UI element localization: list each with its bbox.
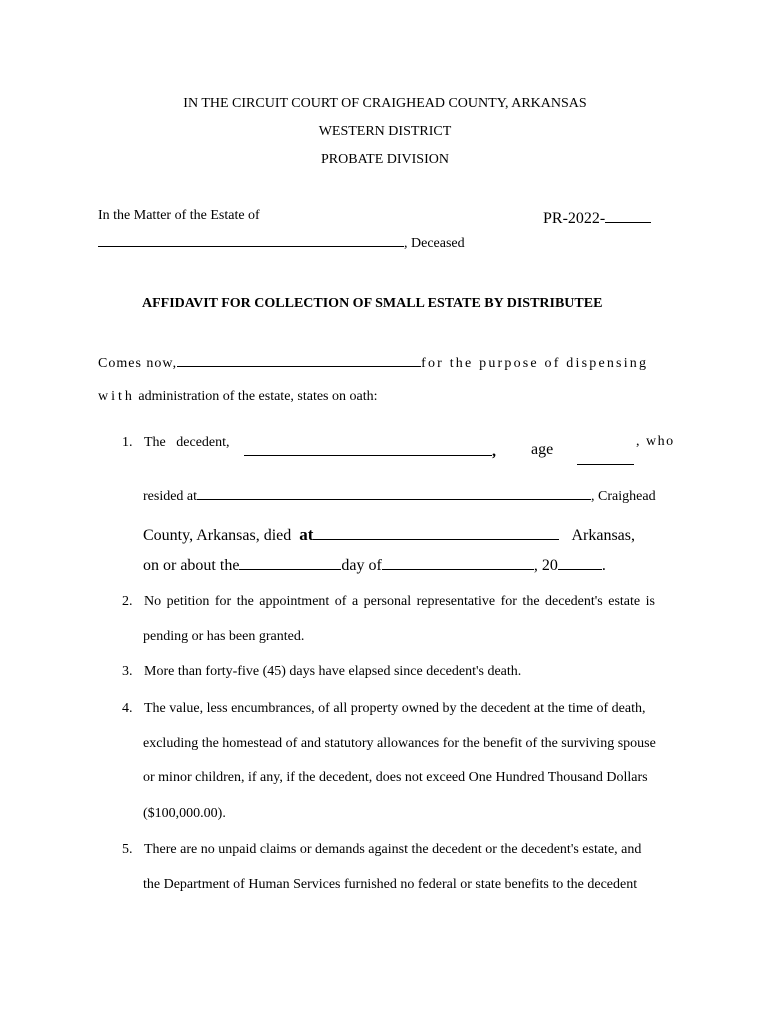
age-label: age xyxy=(531,441,554,458)
resided-label: resided at xyxy=(143,489,198,504)
item-4-line-1 xyxy=(122,701,645,717)
affiant-name-blank[interactable] xyxy=(177,354,421,367)
item-5-line-2: the Department of Human Services furnished no federal or state benefits to the decedent xyxy=(143,877,638,892)
item-1-line-2 xyxy=(143,487,656,505)
item-1-decedent: decedent, xyxy=(176,435,230,450)
arkansas-label: Arkansas, xyxy=(571,527,635,544)
decedent-comma: , xyxy=(492,443,496,460)
item-1-the: The xyxy=(144,435,166,450)
at-label: at xyxy=(299,525,314,544)
intro-line-2 xyxy=(98,389,378,405)
purpose-text: for the purpose of dispensing xyxy=(421,356,649,371)
item-3-line-1 xyxy=(122,664,521,680)
death-day-blank[interactable] xyxy=(239,557,341,570)
county-died-label: County, Arkansas, died xyxy=(143,527,292,544)
item-2-number: 2. xyxy=(122,594,133,609)
death-month-blank[interactable] xyxy=(382,557,534,570)
item-4-text-1: The value, less encumbrances, of all property owned by the decedent at the time of death, xyxy=(144,701,646,716)
deceased-label: , Deceased xyxy=(404,236,465,251)
item-4-line-4: ($100,000.00). xyxy=(143,806,226,821)
estate-matter-label: In the Matter of the Estate of xyxy=(98,208,260,223)
court-name: IN THE CIRCUIT COURT OF CRAIGHEAD COUNTY, ARKANSAS xyxy=(183,96,587,111)
who-text: , who xyxy=(636,434,675,449)
decedent-name-blank[interactable] xyxy=(244,443,492,456)
item-4-number: 4. xyxy=(122,701,133,716)
item-2-line-2: pending or has been granted. xyxy=(143,629,305,644)
with-text: with xyxy=(98,389,135,404)
division: PROBATE DIVISION xyxy=(321,152,449,167)
item-2-line-1 xyxy=(122,594,655,610)
day-of-label: day of xyxy=(341,557,382,574)
item-3-text-1: More than forty-five (45) days have elapsed since decedent's death. xyxy=(144,664,522,679)
item-3-number: 3. xyxy=(122,664,133,679)
residence-blank[interactable] xyxy=(197,487,591,500)
item-1-number: 1. xyxy=(122,435,133,450)
item-5-text-1: There are no unpaid claims or demands against the decedent or the decedent's estate, and xyxy=(144,842,642,857)
death-year-blank[interactable] xyxy=(558,557,602,570)
on-or-about-label: on or about the xyxy=(143,557,240,574)
case-number-blank[interactable] xyxy=(605,208,651,223)
item-1-period: . xyxy=(601,557,606,574)
item-5-number: 5. xyxy=(122,842,133,857)
item-4-line-3: or minor children, if any, if the decedent, does not exceed One Hundred Thousand Dollars xyxy=(143,770,648,785)
item-5-line-1 xyxy=(122,842,641,858)
intro-rest-text: administration of the estate, states on oath: xyxy=(138,389,378,404)
item-2-text-1: No petition for the appointment of a personal representative for the decedent's estate is xyxy=(144,594,655,609)
craighead-label: , Craighead xyxy=(591,489,656,504)
year-prefix-label: , 20 xyxy=(533,557,558,574)
age-field xyxy=(577,452,634,470)
item-1-line-3 xyxy=(143,525,635,545)
item-4-line-2: excluding the homestead of and statutory allowances for the benefit of the surviving spouse xyxy=(143,736,656,751)
document-title: AFFIDAVIT FOR COLLECTION OF SMALL ESTATE BY DISTRIBUTEE xyxy=(142,296,603,311)
age-blank[interactable] xyxy=(577,452,634,465)
deceased-line xyxy=(98,234,465,252)
death-place-blank[interactable] xyxy=(313,527,559,540)
decedent-name-field xyxy=(244,443,496,461)
district: WESTERN DISTRICT xyxy=(318,124,452,139)
item-1-line-4 xyxy=(143,557,606,575)
comes-now-text: Comes now, xyxy=(98,356,178,371)
item-1-line-1 xyxy=(122,435,230,451)
deceased-name-blank[interactable] xyxy=(98,234,404,247)
case-number-prefix: PR-2022- xyxy=(543,210,606,227)
case-number xyxy=(543,208,651,228)
intro-line-1 xyxy=(98,354,648,372)
